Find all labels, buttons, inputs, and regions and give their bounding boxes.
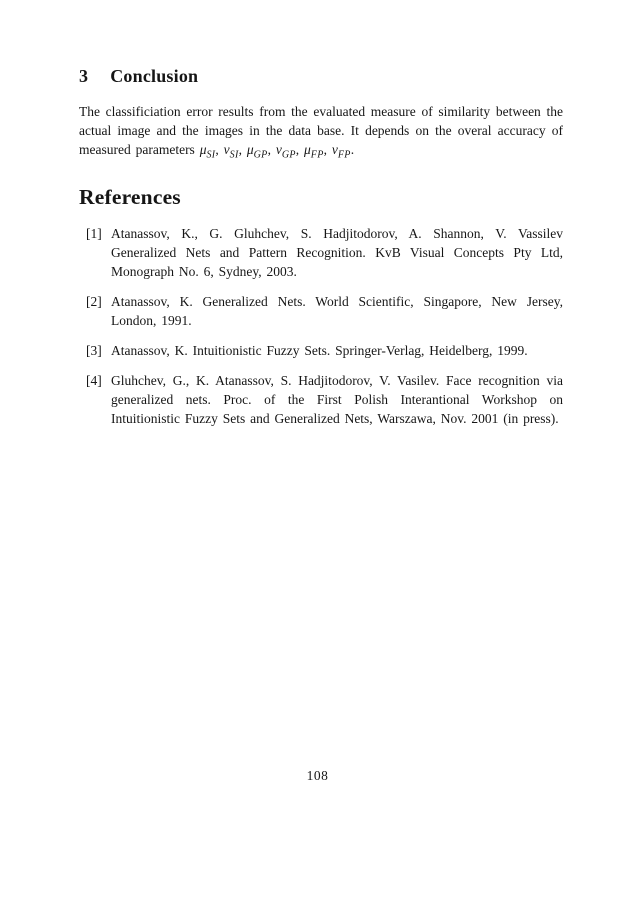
section-number: 3 [79, 66, 89, 86]
reference-label: [4] [86, 373, 102, 388]
reference-label: [1] [86, 226, 102, 241]
math-parameter [275, 142, 305, 161]
math-subscript: FP [310, 149, 324, 161]
reference-label: [2] [86, 294, 102, 309]
reference-item [79, 224, 563, 281]
section-heading-conclusion [79, 66, 563, 87]
math-subscript: SI [206, 149, 216, 161]
reference-text: Atanassov, K., G. Gluhchev, S. Hadjitodorov, A. Shannon, V. Vassilev Generalized Nets and Pattern Recognition. KvB Visual Concepts Pty Ltd, Monograph No. 6, Sydney, 2003. [111, 226, 563, 279]
math-subscript: SI [229, 149, 239, 161]
reference-text: Atanassov, K. Generalized Nets. World Scientific, Singapore, New Jersey, London, 1991. [111, 294, 563, 328]
math-parameter [223, 142, 247, 161]
page-content [79, 66, 563, 439]
math-separator: , [238, 142, 247, 157]
section-title: Conclusion [110, 66, 199, 86]
math-separator: , [295, 142, 305, 157]
math-parameter [331, 142, 355, 161]
math-symbol: ν [275, 142, 282, 157]
reference-item [79, 341, 563, 360]
math-symbol: μ [199, 142, 207, 157]
math-parameter [246, 142, 276, 161]
math-symbol: ν [223, 142, 230, 157]
reference-text: Gluhchev, G., K. Atanassov, S. Hadjitodorov, V. Vasilev. Face recognition via generalized nets. Proc. of the First Polish Interantional Workshop on Intuitionistic Fuzzy Sets and Generalized Nets, Warszawa, Nov. 2001 (in press). [111, 373, 563, 426]
math-separator: , [215, 142, 224, 157]
reference-item [79, 292, 563, 330]
math-separator: . [350, 142, 355, 157]
page-number: 108 [306, 768, 329, 783]
math-symbol: μ [246, 142, 254, 157]
conclusion-body-text: The classificiation error results from the evaluated measure of similarity between the actual image and the images in the data base. It depends on the overal accuracy of measured parameters [79, 104, 563, 157]
math-parameter [199, 142, 224, 161]
reference-label: [3] [86, 343, 102, 358]
math-parameter [304, 142, 332, 161]
math-separator: , [267, 142, 276, 157]
math-subscript: GP [281, 149, 296, 161]
reference-item [79, 371, 563, 428]
math-symbol: μ [304, 142, 311, 157]
references-heading: References [79, 185, 181, 209]
math-symbol: ν [331, 142, 338, 157]
conclusion-paragraph [79, 102, 563, 159]
reference-text: Atanassov, K. Intuitionistic Fuzzy Sets. Springer-Verlag, Heidelberg, 1999. [111, 343, 528, 358]
math-subscript: FP [337, 149, 351, 161]
math-subscript: GP [253, 149, 268, 161]
references-list [79, 224, 563, 428]
math-separator: , [323, 142, 332, 157]
